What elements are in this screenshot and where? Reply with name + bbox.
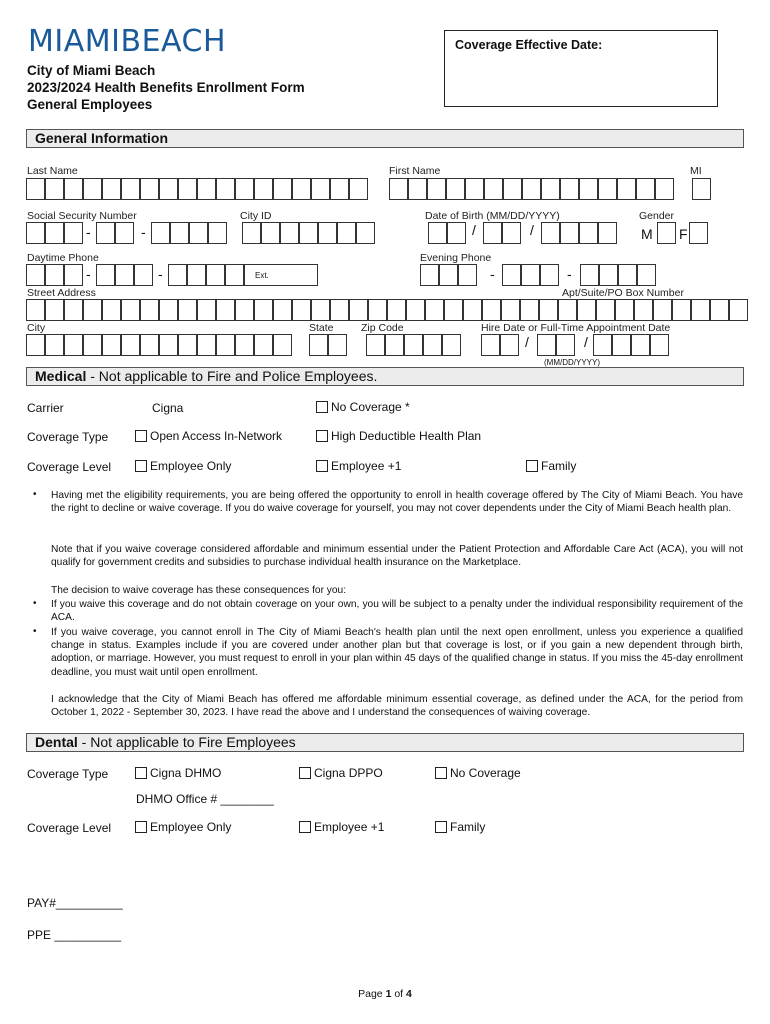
char-box[interactable] — [216, 178, 235, 200]
char-box[interactable] — [292, 178, 311, 200]
hire-slash-2: / — [584, 334, 588, 350]
char-box[interactable] — [540, 264, 559, 286]
char-box[interactable] — [64, 264, 83, 286]
first-name-label: First Name — [389, 165, 441, 177]
option-label: Cigna DHMO — [150, 766, 222, 780]
char-box[interactable] — [159, 178, 178, 200]
dental-coverage-type-label: Coverage Type — [27, 767, 109, 781]
char-box[interactable] — [140, 334, 159, 356]
checkbox[interactable] — [135, 767, 147, 779]
char-box[interactable] — [121, 334, 140, 356]
char-box[interactable] — [134, 264, 153, 286]
char-box[interactable] — [311, 299, 330, 321]
dental-title-rest: - Not applicable to Fire Employees — [77, 734, 296, 750]
char-box[interactable] — [503, 178, 522, 200]
option-label: Family — [541, 459, 577, 473]
char-box[interactable] — [178, 299, 197, 321]
char-box[interactable] — [580, 264, 599, 286]
char-box[interactable] — [653, 299, 672, 321]
char-box[interactable] — [368, 299, 387, 321]
checkbox[interactable] — [299, 821, 311, 833]
form-title-line2: 2023/2024 Health Benefits Enrollment Form — [27, 80, 305, 95]
char-box[interactable] — [45, 222, 64, 244]
hire-date-format: (MM/DD/YYYY) — [544, 358, 600, 367]
char-box[interactable] — [556, 334, 575, 356]
page-mid: of — [391, 988, 407, 1000]
char-box[interactable] — [560, 178, 579, 200]
char-box[interactable] — [121, 299, 140, 321]
acknowledgement-paragraph: I acknowledge that the City of Miami Beach has offered me affordable minimum essential coverage, as defined under the ACA, for the period from October 1, 2022 - September 30, 2023. I have read the above and I understand the consequences of waiving coverage. — [51, 694, 743, 719]
hire-month-field[interactable] — [481, 334, 519, 356]
evening-phone-line[interactable] — [580, 264, 656, 286]
char-box[interactable] — [404, 334, 423, 356]
char-box[interactable] — [710, 299, 729, 321]
char-box[interactable] — [692, 178, 711, 200]
char-box[interactable] — [349, 299, 368, 321]
first-name-field[interactable] — [389, 178, 674, 200]
char-box[interactable] — [206, 264, 225, 286]
char-box[interactable] — [537, 334, 556, 356]
char-box[interactable] — [235, 299, 254, 321]
checkbox[interactable] — [316, 430, 328, 442]
char-box[interactable] — [618, 264, 637, 286]
dental-employee-only-option[interactable] — [135, 820, 231, 834]
hire-slash-1: / — [525, 334, 529, 350]
char-box[interactable] — [26, 264, 45, 286]
char-box[interactable] — [311, 178, 330, 200]
char-box[interactable] — [560, 222, 579, 244]
evening-phone-area[interactable] — [420, 264, 477, 286]
char-box[interactable] — [299, 222, 318, 244]
street-address-field[interactable] — [26, 299, 748, 321]
char-box[interactable] — [197, 334, 216, 356]
char-box[interactable] — [482, 299, 501, 321]
city-label: City — [27, 322, 46, 334]
char-box[interactable] — [178, 178, 197, 200]
medical-family-option[interactable] — [526, 459, 576, 473]
char-box[interactable] — [444, 299, 463, 321]
char-box[interactable] — [292, 299, 311, 321]
char-box[interactable] — [102, 299, 121, 321]
state-field[interactable] — [309, 334, 347, 356]
char-box[interactable] — [96, 222, 115, 244]
dob-slash-2: / — [530, 222, 534, 238]
char-box[interactable] — [520, 299, 539, 321]
char-box[interactable] — [254, 334, 273, 356]
char-box[interactable] — [408, 178, 427, 200]
evening-dash-2: - — [567, 266, 572, 282]
char-box[interactable] — [140, 178, 159, 200]
ext-label: Ext. — [255, 271, 269, 280]
section-medical — [26, 367, 744, 386]
gender-f-label: F — [679, 226, 688, 242]
char-box[interactable] — [636, 178, 655, 200]
char-box[interactable] — [115, 222, 134, 244]
char-box[interactable] — [159, 299, 178, 321]
option-label: No Coverage * — [331, 400, 410, 414]
char-box[interactable] — [309, 334, 328, 356]
street-address-label: Street Address — [27, 287, 96, 299]
page-current: 1 — [385, 988, 392, 1000]
evening-phone-prefix[interactable] — [502, 264, 559, 286]
char-box[interactable] — [634, 299, 653, 321]
char-box[interactable] — [483, 222, 502, 244]
char-box[interactable] — [254, 178, 273, 200]
dhmo-office-field[interactable]: DHMO Office # ________ — [136, 792, 274, 806]
daytime-dash-1: - — [86, 266, 91, 282]
city-id-label: City ID — [240, 210, 272, 222]
daytime-phone-prefix[interactable] — [96, 264, 153, 286]
bullet: • — [33, 626, 37, 637]
evening-phone-label: Evening Phone — [420, 252, 492, 264]
checkbox[interactable] — [135, 460, 147, 472]
daytime-phone-area[interactable] — [26, 264, 83, 286]
ssn-field-part3[interactable] — [151, 222, 227, 244]
checkbox[interactable] — [299, 767, 311, 779]
miami-beach-logo: MIAMIBEACH — [28, 24, 227, 59]
char-box[interactable] — [502, 264, 521, 286]
form-title-line3: General Employees — [27, 97, 153, 112]
char-box[interactable] — [593, 334, 612, 356]
char-box[interactable] — [330, 178, 349, 200]
waiver-paragraph-3: The decision to waive coverage has these consequences for you: — [51, 585, 347, 596]
char-box[interactable] — [26, 178, 45, 200]
option-label: Cigna DPPO — [314, 766, 383, 780]
char-box[interactable] — [406, 299, 425, 321]
char-box[interactable] — [657, 222, 676, 244]
char-box[interactable] — [208, 222, 227, 244]
char-box[interactable] — [558, 299, 577, 321]
char-box[interactable] — [425, 299, 444, 321]
ssn-dash-2: - — [141, 224, 146, 240]
char-box[interactable] — [64, 222, 83, 244]
daytime-phone-ext[interactable] — [244, 264, 318, 286]
last-name-field[interactable] — [26, 178, 368, 200]
waiver-paragraph-5: If you waive coverage, you cannot enroll in The City of Miami Beach's health plan until the next open enrollment, unless you experience a qualified change in status. Examples include if you are covered under another plan but that coverage is lost, or if you gain a new dependent through birth, adoption, or marriage. However, you must request to enroll in your plan within 45 days of the qualified change in status. If you miss the 45-day enrollment deadline, you must wait until open enrollment. — [51, 627, 743, 678]
medical-title-bold: Medical — [35, 368, 87, 384]
checkbox[interactable] — [316, 460, 328, 472]
char-box[interactable] — [235, 334, 254, 356]
checkbox[interactable] — [435, 767, 447, 779]
char-box[interactable] — [216, 299, 235, 321]
char-box[interactable] — [151, 222, 170, 244]
char-box[interactable] — [356, 222, 375, 244]
page-total: 4 — [406, 988, 412, 1000]
char-box[interactable] — [280, 222, 299, 244]
daytime-phone-line[interactable] — [168, 264, 244, 286]
checkbox[interactable] — [135, 821, 147, 833]
option-label: Employee +1 — [314, 820, 385, 834]
char-box[interactable] — [83, 299, 102, 321]
dob-year-field[interactable] — [541, 222, 617, 244]
char-box[interactable] — [225, 264, 244, 286]
dob-month-field[interactable] — [428, 222, 466, 244]
char-box[interactable] — [318, 222, 337, 244]
char-box[interactable] — [598, 222, 617, 244]
mi-field[interactable] — [692, 178, 711, 200]
char-box[interactable] — [501, 299, 520, 321]
carrier-value: Cigna — [152, 401, 184, 415]
char-box[interactable] — [442, 334, 461, 356]
char-box[interactable] — [197, 178, 216, 200]
dppo-option[interactable] — [299, 766, 383, 780]
ssn-field-part1[interactable] — [26, 222, 83, 244]
char-box[interactable] — [273, 178, 292, 200]
char-box[interactable] — [598, 178, 617, 200]
char-box[interactable] — [631, 334, 650, 356]
char-box[interactable] — [500, 334, 519, 356]
hire-date-label: Hire Date or Full-Time Appointment Date — [481, 322, 671, 334]
char-box[interactable] — [691, 299, 710, 321]
char-box[interactable] — [541, 222, 560, 244]
coverage-effective-date-box[interactable] — [444, 30, 718, 107]
char-box[interactable] — [612, 334, 631, 356]
page-prefix: Page — [358, 988, 386, 1000]
checkbox[interactable] — [316, 401, 328, 413]
char-box[interactable] — [45, 178, 64, 200]
char-box[interactable] — [102, 178, 121, 200]
medical-title-rest: - Not applicable to Fire and Police Employees. — [86, 368, 378, 384]
pay-number-field[interactable]: PAY#__________ — [27, 896, 123, 910]
medical-coverage-type-label: Coverage Type — [27, 430, 109, 444]
gender-m-label: M — [641, 226, 653, 242]
char-box[interactable] — [428, 222, 447, 244]
char-box[interactable] — [579, 178, 598, 200]
section-general-information — [26, 129, 744, 148]
checkbox[interactable] — [526, 460, 538, 472]
char-box[interactable] — [463, 299, 482, 321]
char-box[interactable] — [187, 264, 206, 286]
form-title — [27, 62, 305, 113]
char-box[interactable] — [45, 334, 64, 356]
open-access-option[interactable] — [135, 429, 282, 443]
char-box[interactable] — [273, 334, 292, 356]
hdhp-option[interactable] — [316, 429, 481, 443]
option-label: High Deductible Health Plan — [331, 429, 482, 443]
char-box[interactable] — [349, 178, 368, 200]
option-label: Open Access In-Network — [150, 429, 283, 443]
char-box[interactable] — [522, 178, 541, 200]
char-box[interactable] — [178, 334, 197, 356]
char-box[interactable] — [64, 178, 83, 200]
checkbox[interactable] — [435, 821, 447, 833]
medical-coverage-level-label: Coverage Level — [27, 460, 112, 474]
waiver-paragraph-1: Having met the eligibility requirements, you are being offered the opportunity to enroll in health coverage offered by The City of Miami Beach. You have the right to decline or waive coverage. If you do waive coverage for yourself, you may not cover dependents under the City of Miami Beach health plan. — [51, 490, 743, 515]
dental-coverage-level-label: Coverage Level — [27, 821, 112, 835]
dental-family-option[interactable] — [435, 820, 485, 834]
char-box[interactable] — [216, 334, 235, 356]
char-box[interactable] — [427, 178, 446, 200]
char-box[interactable] — [389, 178, 408, 200]
gender-m-box[interactable] — [657, 222, 676, 244]
hire-day-field[interactable] — [537, 334, 575, 356]
char-box[interactable] — [617, 178, 636, 200]
form-title-line1: City of Miami Beach — [27, 63, 156, 78]
ppe-field[interactable]: PPE __________ — [27, 928, 122, 942]
option-label: Employee Only — [150, 820, 232, 834]
char-box[interactable] — [423, 334, 442, 356]
char-box[interactable] — [26, 334, 45, 356]
char-box[interactable] — [689, 222, 708, 244]
dob-label: Date of Birth (MM/DD/YYYY) — [425, 210, 560, 222]
char-box[interactable] — [385, 334, 404, 356]
char-box[interactable] — [83, 334, 102, 356]
dental-no-coverage-option[interactable] — [435, 766, 521, 780]
char-box[interactable] — [420, 264, 439, 286]
char-box[interactable] — [577, 299, 596, 321]
ssn-dash-1: - — [86, 224, 91, 240]
char-box[interactable] — [189, 222, 208, 244]
char-box[interactable] — [447, 222, 466, 244]
option-label: Employee Only — [150, 459, 232, 473]
char-box[interactable] — [337, 222, 356, 244]
zip-field[interactable] — [366, 334, 461, 356]
char-box[interactable] — [159, 334, 178, 356]
char-box[interactable] — [45, 264, 64, 286]
char-box[interactable] — [121, 178, 140, 200]
char-box[interactable] — [484, 178, 503, 200]
char-box[interactable] — [197, 299, 216, 321]
char-box[interactable] — [170, 222, 189, 244]
dental-title-bold: Dental — [35, 734, 78, 750]
last-name-label: Last Name — [27, 165, 78, 177]
waiver-paragraph-4: If you waive this coverage and do not obtain coverage on your own, you will be subject to a penalty under the individual responsibility requirement of the ACA. — [51, 599, 743, 624]
char-box[interactable] — [83, 178, 102, 200]
city-id-field[interactable] — [242, 222, 375, 244]
char-box[interactable] — [26, 222, 45, 244]
char-box[interactable] — [273, 299, 292, 321]
char-box[interactable] — [446, 178, 465, 200]
char-box[interactable] — [254, 299, 273, 321]
char-box[interactable] — [366, 334, 385, 356]
dob-day-field[interactable] — [483, 222, 521, 244]
option-label: No Coverage — [450, 766, 521, 780]
mi-label: MI — [690, 165, 702, 177]
char-box[interactable] — [387, 299, 406, 321]
medical-no-coverage-option[interactable] — [316, 400, 410, 414]
char-box[interactable] — [465, 178, 484, 200]
char-box[interactable] — [579, 222, 598, 244]
char-box[interactable] — [242, 222, 261, 244]
bullet: • — [33, 489, 37, 500]
medical-employee-plus1-option[interactable] — [316, 459, 401, 473]
char-box[interactable] — [64, 334, 83, 356]
char-box[interactable] — [168, 264, 187, 286]
dental-employee-plus1-option[interactable] — [299, 820, 384, 834]
section-title: General Information — [35, 130, 169, 146]
page-number — [0, 988, 770, 1000]
char-box[interactable] — [599, 264, 618, 286]
char-box[interactable] — [637, 264, 656, 286]
char-box[interactable] — [235, 178, 254, 200]
apt-label: Apt/Suite/PO Box Number — [562, 287, 684, 299]
char-box[interactable] — [115, 264, 134, 286]
char-box[interactable] — [521, 264, 540, 286]
dhmo-option[interactable] — [135, 766, 221, 780]
bullet: • — [33, 598, 37, 609]
char-box[interactable] — [541, 178, 560, 200]
char-box[interactable] — [650, 334, 669, 356]
ssn-field-part2[interactable] — [96, 222, 134, 244]
char-box[interactable] — [330, 299, 349, 321]
option-label: Employee +1 — [331, 459, 402, 473]
char-box[interactable] — [328, 334, 347, 356]
section-dental — [26, 733, 744, 752]
char-box[interactable] — [672, 299, 691, 321]
char-box[interactable] — [102, 334, 121, 356]
char-box[interactable] — [729, 299, 748, 321]
char-box[interactable] — [439, 264, 458, 286]
city-field[interactable] — [26, 334, 292, 356]
hire-year-field[interactable] — [593, 334, 669, 356]
coverage-effective-date-label: Coverage Effective Date: — [455, 38, 603, 52]
waiver-paragraph-2: Note that if you waive coverage considered affordable and minimum essential under the Patient Protection and Affordable Care Act (ACA), you will not qualify for government credits and subsidies to purchase individual health insurance on the Marketplace. — [51, 544, 743, 569]
char-box[interactable] — [26, 299, 45, 321]
dob-slash-1: / — [472, 222, 476, 238]
char-box[interactable] — [655, 178, 674, 200]
char-box[interactable] — [458, 264, 477, 286]
char-box[interactable] — [481, 334, 500, 356]
char-box[interactable] — [502, 222, 521, 244]
char-box[interactable] — [140, 299, 159, 321]
char-box[interactable] — [261, 222, 280, 244]
daytime-phone-label: Daytime Phone — [27, 252, 99, 264]
char-box[interactable] — [539, 299, 558, 321]
evening-dash-1: - — [490, 266, 495, 282]
zip-label: Zip Code — [361, 322, 404, 334]
carrier-label: Carrier — [27, 401, 64, 415]
char-box[interactable] — [45, 299, 64, 321]
char-box[interactable] — [96, 264, 115, 286]
gender-f-box[interactable] — [689, 222, 708, 244]
state-label: State — [309, 322, 334, 334]
char-box[interactable] — [596, 299, 615, 321]
daytime-dash-2: - — [158, 266, 163, 282]
checkbox[interactable] — [135, 430, 147, 442]
option-label: Family — [450, 820, 486, 834]
char-box[interactable] — [64, 299, 83, 321]
ssn-label: Social Security Number — [27, 210, 137, 222]
gender-label: Gender — [639, 210, 675, 222]
char-box[interactable] — [615, 299, 634, 321]
medical-employee-only-option[interactable] — [135, 459, 231, 473]
